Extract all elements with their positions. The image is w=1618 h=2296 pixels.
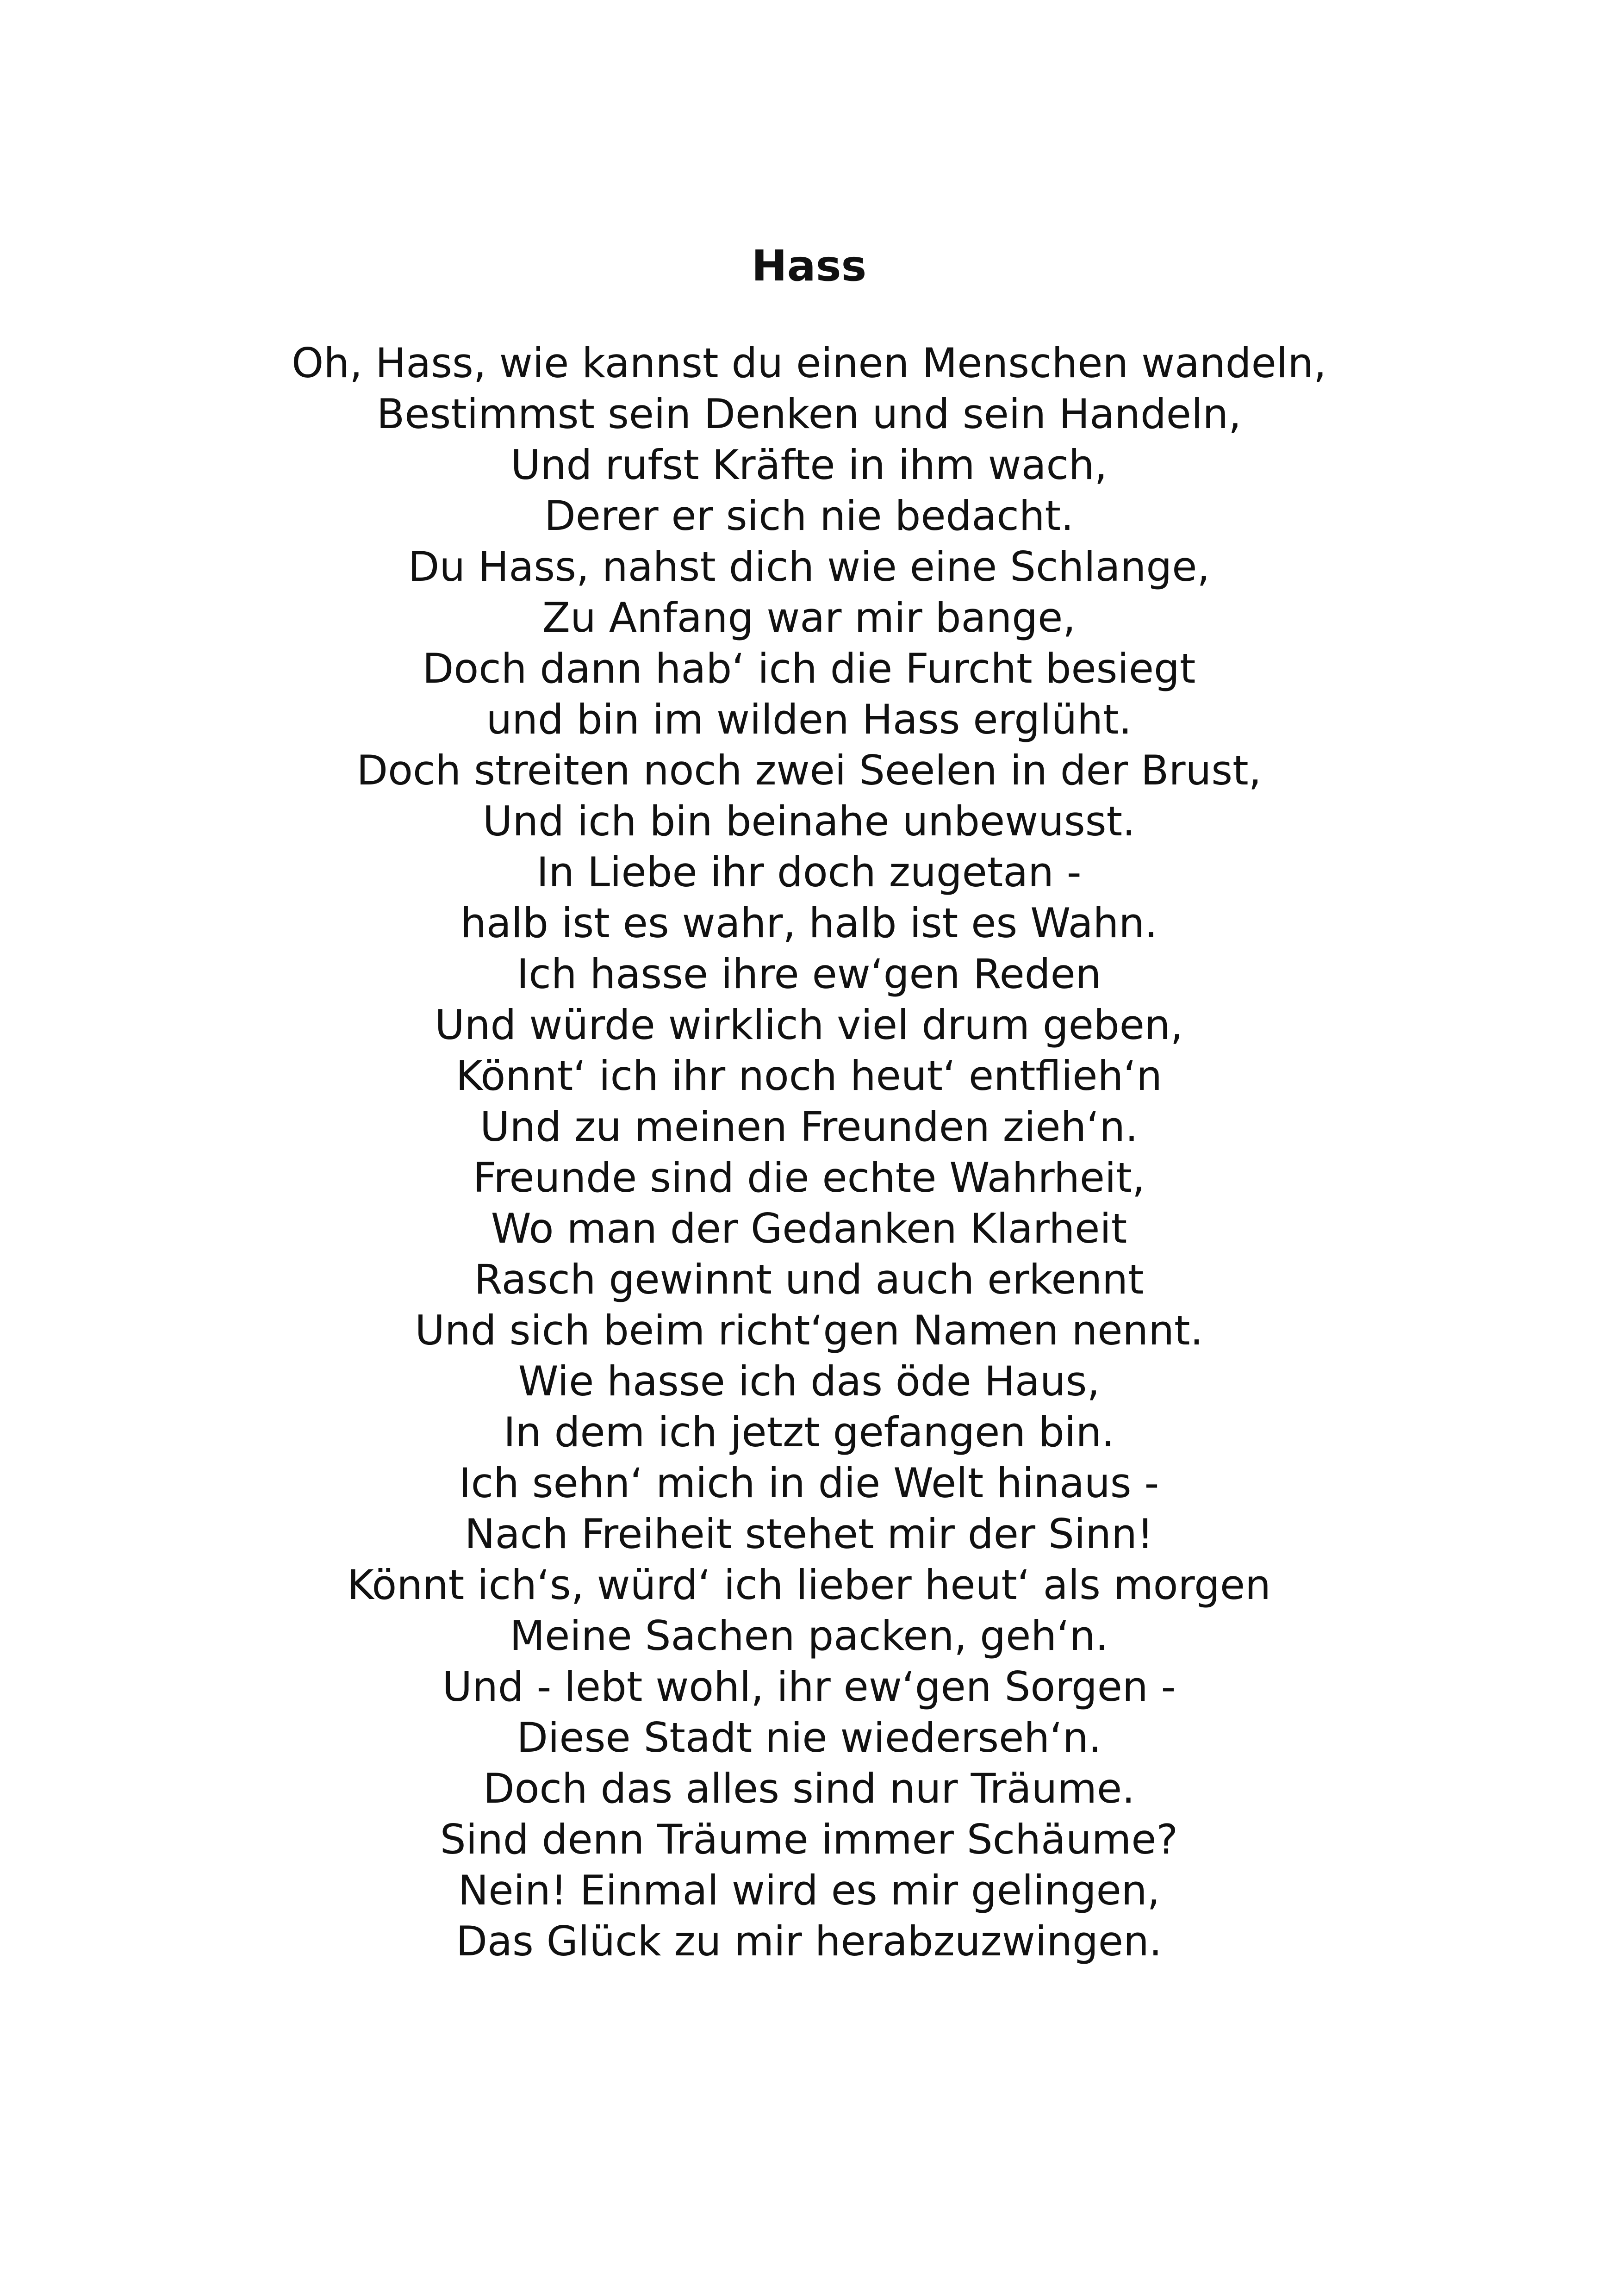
poem-line: Doch dann hab‘ ich die Furcht besiegt <box>422 645 1196 692</box>
poem-line: Diese Stadt nie wiederseh‘n. <box>517 1714 1101 1761</box>
poem-line: Könnt ich‘s, würd‘ ich lieber heut‘ als morgen <box>347 1561 1271 1609</box>
poem-line: Bestimmst sein Denken und sein Handeln, <box>376 390 1242 438</box>
poem-line: Nach Freiheit stehet mir der Sinn! <box>464 1510 1154 1558</box>
poem-line: Meine Sachen packen, geh‘n. <box>510 1612 1108 1660</box>
poem-line: Ich sehn‘ mich in die Welt hinaus - <box>459 1459 1159 1507</box>
poem-line: Und zu meinen Freunden zieh‘n. <box>479 1103 1139 1151</box>
poem-line: Doch streiten noch zwei Seelen in der Brust, <box>356 747 1262 794</box>
poem-line: Wo man der Gedanken Klarheit <box>491 1205 1127 1252</box>
poem-line: Oh, Hass, wie kannst du einen Menschen wandeln, <box>292 339 1326 387</box>
poem-line: Und würde wirklich viel drum geben, <box>435 1001 1183 1049</box>
poem-line: Du Hass, nahst dich wie eine Schlange, <box>408 543 1210 591</box>
poem-line: Ich hasse ihre ew‘gen Reden <box>517 950 1101 998</box>
poem-line: Doch das alles sind nur Träume. <box>483 1765 1135 1812</box>
poem-line: Und sich beim richt‘gen Namen nennt. <box>415 1307 1203 1354</box>
poem-body <box>0 338 1618 1967</box>
poem-line: Derer er sich nie bedacht. <box>544 492 1074 540</box>
poem-line: Rasch gewinnt und auch erkennt <box>474 1256 1144 1303</box>
poem-line: halb ist es wahr, halb ist es Wahn. <box>460 899 1158 947</box>
poem-line: und bin im wilden Hass erglüht. <box>486 696 1132 743</box>
poem-line: Wie hasse ich das öde Haus, <box>518 1357 1100 1405</box>
poem-title: Hass <box>751 241 867 291</box>
poem-line: Sind denn Träume immer Schäume? <box>440 1816 1178 1863</box>
poem-line: Könnt‘ ich ihr noch heut‘ entflieh‘n <box>456 1052 1162 1100</box>
poem-line: Zu Anfang war mir bange, <box>542 594 1076 641</box>
poem-line: In Liebe ihr doch zugetan - <box>536 848 1082 896</box>
poem-line: Und - lebt wohl, ihr ew‘gen Sorgen - <box>442 1663 1176 1711</box>
poem-line: In dem ich jetzt gefangen bin. <box>503 1408 1115 1456</box>
poem-line: Und ich bin beinahe unbewusst. <box>482 797 1136 845</box>
poem-line: Freunde sind die echte Wahrheit, <box>473 1154 1145 1201</box>
poem-line: Und rufst Kräfte in ihm wach, <box>510 441 1108 489</box>
poem-line: Das Glück zu mir herabzuzwingen. <box>456 1917 1162 1965</box>
poem-line: Nein! Einmal wird es mir gelingen, <box>458 1867 1160 1914</box>
